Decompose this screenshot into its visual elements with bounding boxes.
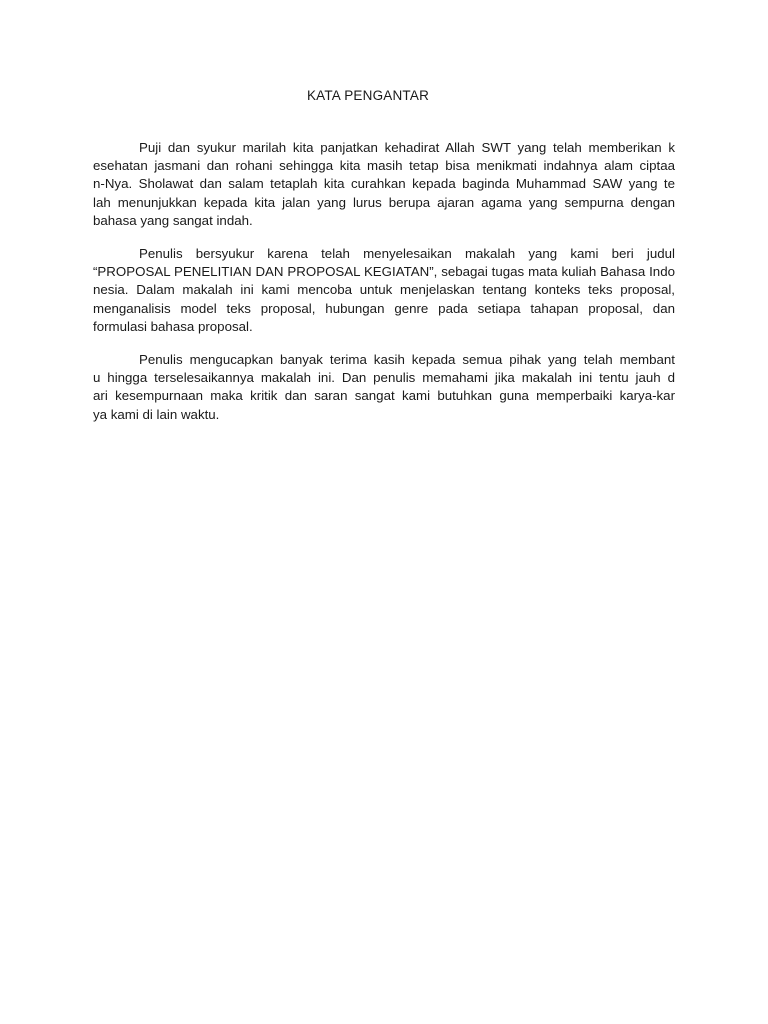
paragraph-line: Penulis bersyukur karena telah menyelesaikan makalah yang kami beri judul	[139, 246, 675, 262]
paragraph-3	[93, 351, 675, 424]
paragraph-line: nesia. Dalam makalah ini kami mencoba untuk menjelaskan tentang konteks teks proposal,	[93, 282, 675, 298]
paragraph-1	[93, 139, 675, 230]
paragraph-line: “PROPOSAL PENELITIAN DAN PROPOSAL KEGIATAN”, sebagai tugas mata kuliah Bahasa Indo	[93, 264, 675, 280]
paragraph-line: ari kesempurnaan maka kritik dan saran sangat kami butuhkan guna memperbaiki karya-kar	[93, 388, 675, 404]
paragraph-line: Puji dan syukur marilah kita panjatkan kehadirat Allah SWT yang telah memberikan k	[139, 140, 675, 155]
paragraph-line: u hingga terselesaikannya makalah ini. Dan penulis memahami jika makalah ini tentu jauh d	[93, 370, 675, 386]
paragraph-line: Penulis mengucapkan banyak terima kasih kepada semua pihak yang telah membant	[139, 352, 675, 368]
paragraph-line: lah menunjukkan kepada kita jalan yang lurus berupa ajaran agama yang sempurna dengan	[93, 194, 675, 210]
paragraph-line: esehatan jasmani dan rohani sehingga kita masih tetap bisa menikmati indahnya alam ciptaa	[93, 158, 675, 174]
paragraph-2	[93, 245, 675, 336]
paragraph-line: formulasi bahasa proposal.	[93, 318, 253, 334]
paragraph-line: menganalisis model teks proposal, hubungan genre pada setiapa tahapan proposal, dan	[93, 300, 675, 316]
paragraph-line: n-Nya. Sholawat dan salam tetaplah kita curahkan kepada baginda Muhammad SAW yang te	[93, 176, 675, 192]
paragraph-line: ya kami di lain waktu.	[93, 406, 220, 422]
document-body	[93, 139, 675, 439]
page-title: KATA PENGANTAR	[306, 88, 430, 103]
paragraph-line: bahasa yang sangat indah.	[93, 212, 253, 228]
